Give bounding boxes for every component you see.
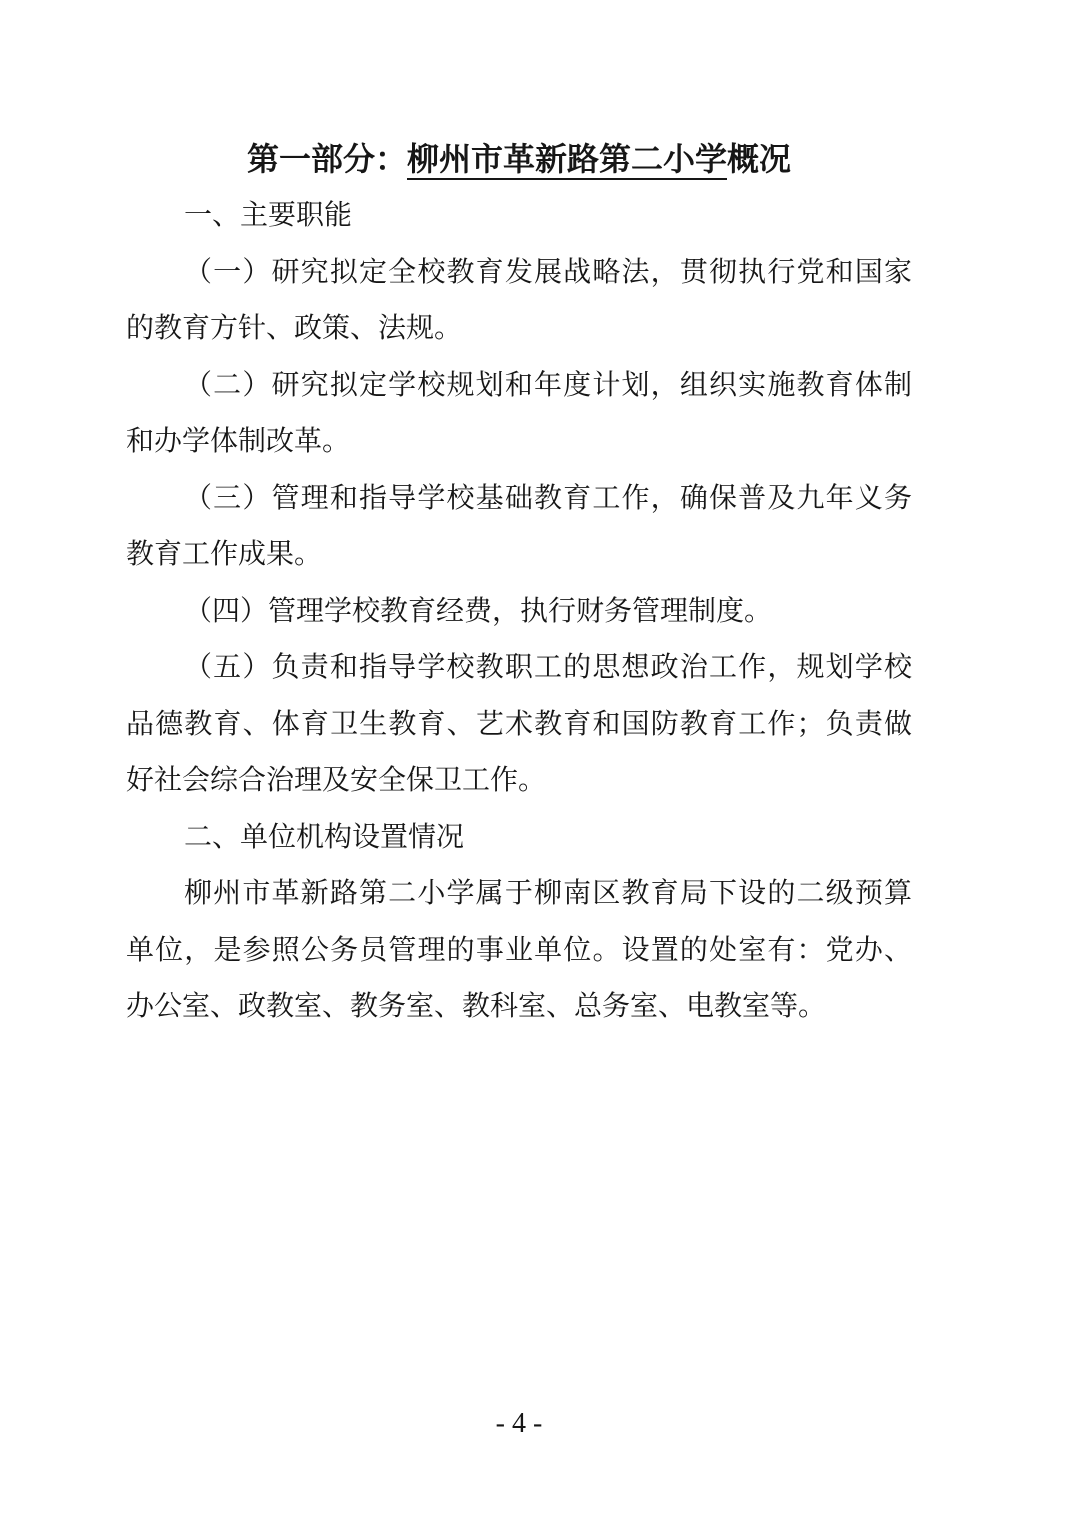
- title-underlined-text: 柳州市革新路第二小学: [407, 141, 727, 180]
- body-line: 柳州市革新路第二小学属于柳南区教育局下设的二级预算: [184, 878, 912, 909]
- body-line: 的教育方针、政策、法规。: [126, 313, 463, 344]
- title-suffix: 概况: [727, 141, 792, 177]
- body-line-heading-2: 二、单位机构设置情况: [184, 821, 465, 853]
- body-line: 和办学体制改革。: [126, 426, 351, 457]
- body-line: （二）研究拟定学校规划和年度计划，组织实施教育体制: [184, 369, 912, 401]
- body-line: 教育工作成果。: [126, 539, 323, 570]
- body-line-heading-1: 一、主要职能: [184, 200, 353, 231]
- body-line: 品德教育、体育卫生教育、艺术教育和国防教育工作；负责做: [126, 708, 912, 740]
- document-body: [126, 188, 912, 1036]
- title-prefix: 第一部分：: [246, 141, 407, 177]
- document-title: [126, 137, 912, 181]
- body-line: 单位，是参照公务员管理的事业单位。设置的处室有：党办、: [126, 934, 912, 966]
- body-line: 好社会综合治理及安全保卫工作。: [126, 765, 547, 796]
- page-number: - 4 -: [495, 1408, 543, 1439]
- body-line: 办公室、政教室、教务室、教科室、总务室、电教室等。: [126, 991, 827, 1022]
- body-line: （三）管理和指导学校基础教育工作，确保普及九年义务: [184, 482, 912, 514]
- body-line: （五）负责和指导学校教职工的思想政治工作，规划学校: [184, 652, 912, 683]
- body-line: （一）研究拟定全校教育发展战略法，贯彻执行党和国家: [184, 256, 912, 288]
- body-line: （四）管理学校教育经费，执行财务管理制度。: [184, 595, 773, 627]
